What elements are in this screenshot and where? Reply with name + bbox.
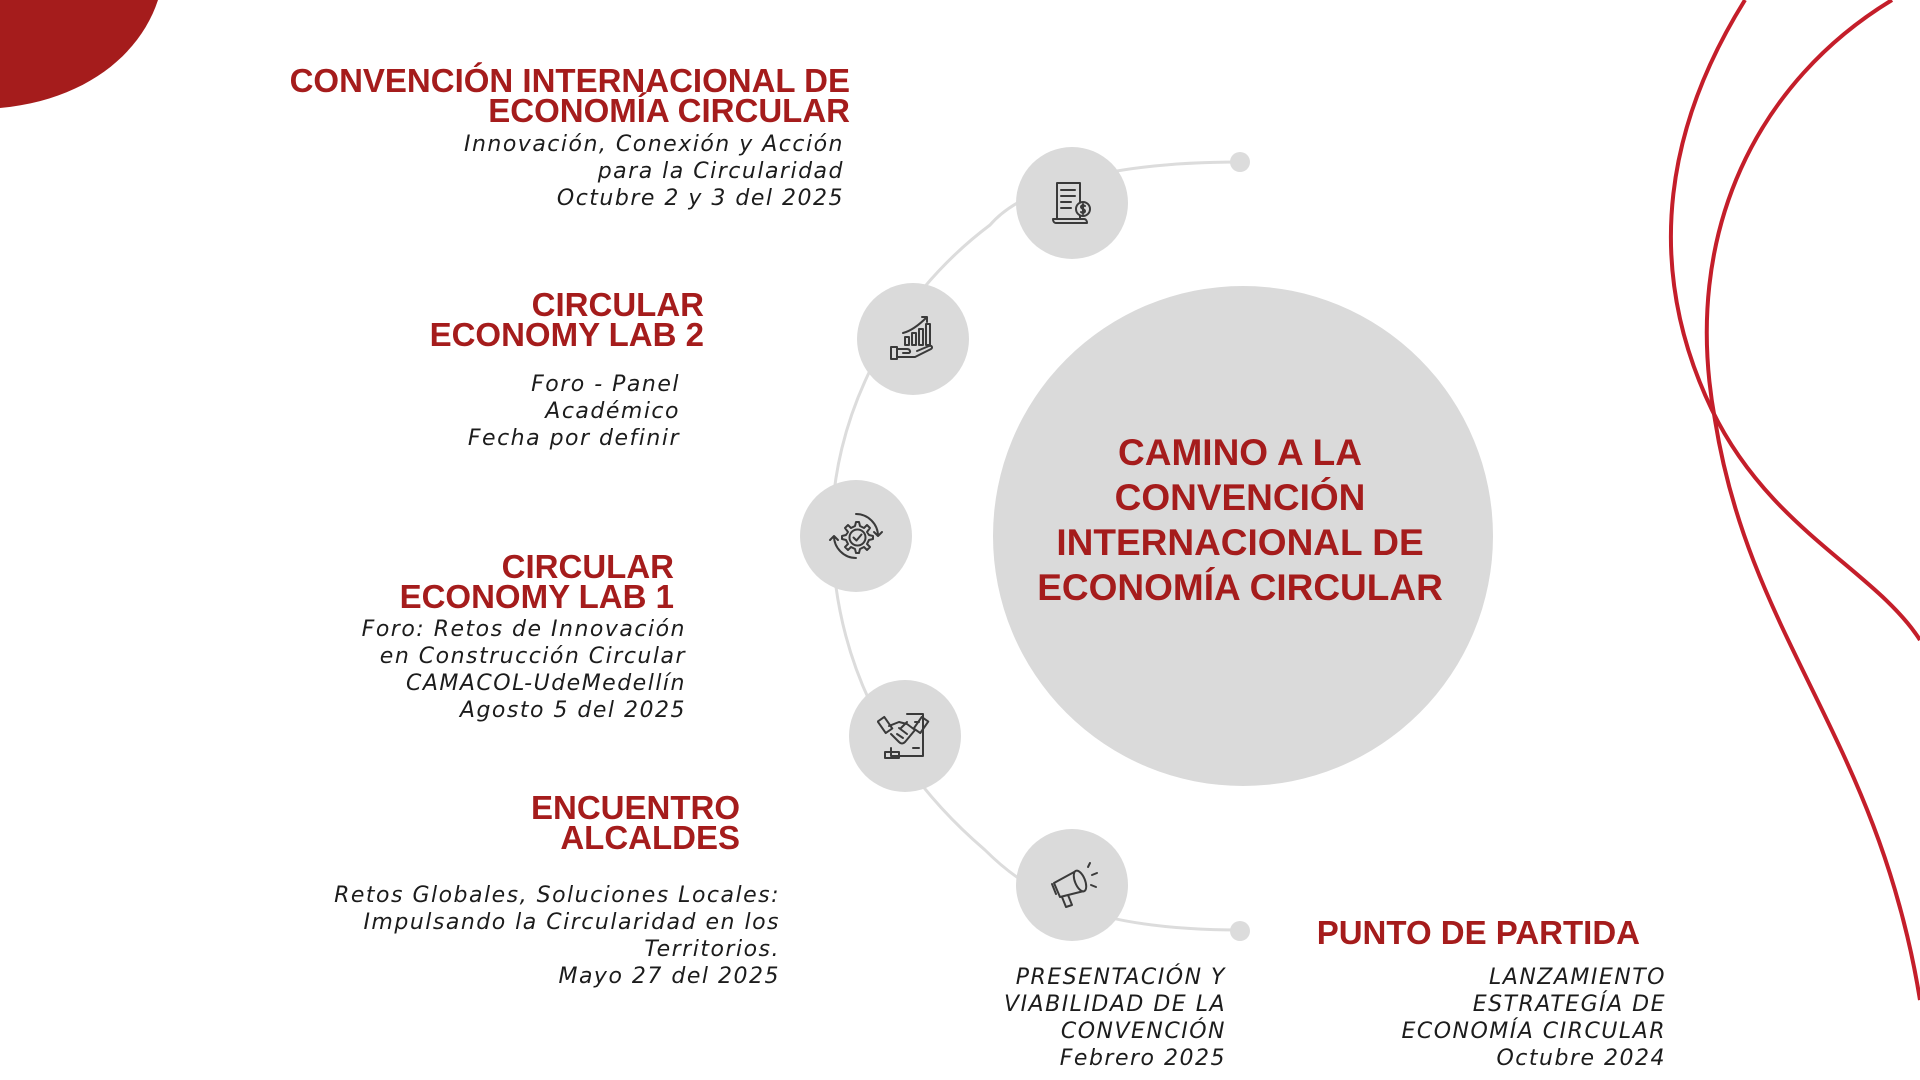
milestone-5-desc-line: VIABILIDAD DE LA <box>1004 992 1226 1017</box>
milestone-3-desc-line: CAMACOL-UdeMedellín <box>405 671 686 696</box>
milestone-3-desc-line: Foro: Retos de Innovación <box>361 617 686 642</box>
milestone-2-description <box>468 371 680 452</box>
swirl-curve-inner <box>1707 0 1920 1000</box>
timeline-end-dot-top <box>1230 152 1250 172</box>
start-description <box>1401 964 1666 1072</box>
start-desc-line: LANZAMIENTO <box>1489 965 1666 990</box>
milestone-1-title-line: CONVENCIÓN INTERNACIONAL DE <box>289 62 850 99</box>
start-desc-line: Octubre 2024 <box>1496 1046 1666 1071</box>
milestone-5-node <box>1016 829 1128 941</box>
megaphone-icon <box>1044 857 1100 913</box>
growth-chart-hand-icon <box>885 311 941 367</box>
milestone-3-title-line: ECONOMY LAB 1 <box>399 578 674 615</box>
center-title <box>996 430 1484 610</box>
milestone-5-description <box>1004 964 1226 1072</box>
center-title-line: ECONOMÍA CIRCULAR <box>1037 567 1443 608</box>
milestone-5-desc-line: CONVENCIÓN <box>1060 1019 1226 1044</box>
center-title-line: CONVENCIÓN <box>1114 477 1366 518</box>
milestone-4-desc-line: Territorios. <box>644 937 780 962</box>
document-money-icon <box>1044 175 1100 231</box>
milestone-2-title-line: ECONOMY LAB 2 <box>429 316 704 353</box>
milestone-4-title-line: ENCUENTRO <box>530 789 740 826</box>
milestone-1-node <box>1016 147 1128 259</box>
gear-cycle-check-icon <box>828 508 884 564</box>
milestone-3-title-line: CIRCULAR <box>501 548 674 585</box>
milestone-5-desc-line: Febrero 2025 <box>1059 1046 1226 1071</box>
start-title-line: PUNTO DE PARTIDA <box>1316 914 1640 951</box>
milestone-4-desc-line: Retos Globales, Soluciones Locales: <box>334 883 780 908</box>
timeline-end-dot-bottom <box>1230 921 1250 941</box>
milestone-1-title-line: ECONOMÍA CIRCULAR <box>488 92 850 129</box>
milestone-1-desc-line: Octubre 2 y 3 del 2025 <box>556 186 844 211</box>
start-desc-line: ESTRATEGÍA DE <box>1472 992 1666 1017</box>
milestone-3-desc-line: Agosto 5 del 2025 <box>459 698 686 723</box>
milestone-3-desc-line: en Construcción Circular <box>379 644 686 669</box>
milestone-4-description <box>334 882 780 990</box>
milestone-2-desc-line: Académico <box>545 399 680 424</box>
center-title-line: INTERNACIONAL DE <box>1056 522 1424 563</box>
corner-blob <box>0 0 158 108</box>
milestone-4-title <box>530 789 740 856</box>
milestone-4-node <box>849 680 961 792</box>
milestone-1-description <box>464 131 844 212</box>
milestone-4-desc-line: Mayo 27 del 2025 <box>558 964 780 989</box>
milestone-1-desc-line: para la Circularidad <box>597 159 844 184</box>
milestone-2-node <box>857 283 969 395</box>
handshake-contract-icon <box>877 708 933 764</box>
milestone-3-node <box>800 480 912 592</box>
center-title-line: CAMINO A LA <box>1118 432 1362 473</box>
start-desc-line: ECONOMÍA CIRCULAR <box>1401 1019 1666 1044</box>
milestone-2-title-line: CIRCULAR <box>531 286 704 323</box>
milestone-4-title-line: ALCALDES <box>560 819 740 856</box>
milestone-2-desc-line: Foro - Panel <box>531 372 680 397</box>
milestone-3-description <box>362 616 686 724</box>
milestone-1-title <box>289 62 850 129</box>
start-title <box>1317 916 1640 950</box>
milestone-2-desc-line: Fecha por definir <box>467 426 680 451</box>
milestone-4-desc-line: Impulsando la Circularidad en los <box>363 910 780 935</box>
milestone-2-title <box>429 286 704 353</box>
milestone-1-desc-line: Innovación, Conexión y Acción <box>463 132 844 157</box>
milestone-3-title <box>399 548 674 615</box>
milestone-5-desc-line: PRESENTACIÓN Y <box>1015 965 1226 990</box>
